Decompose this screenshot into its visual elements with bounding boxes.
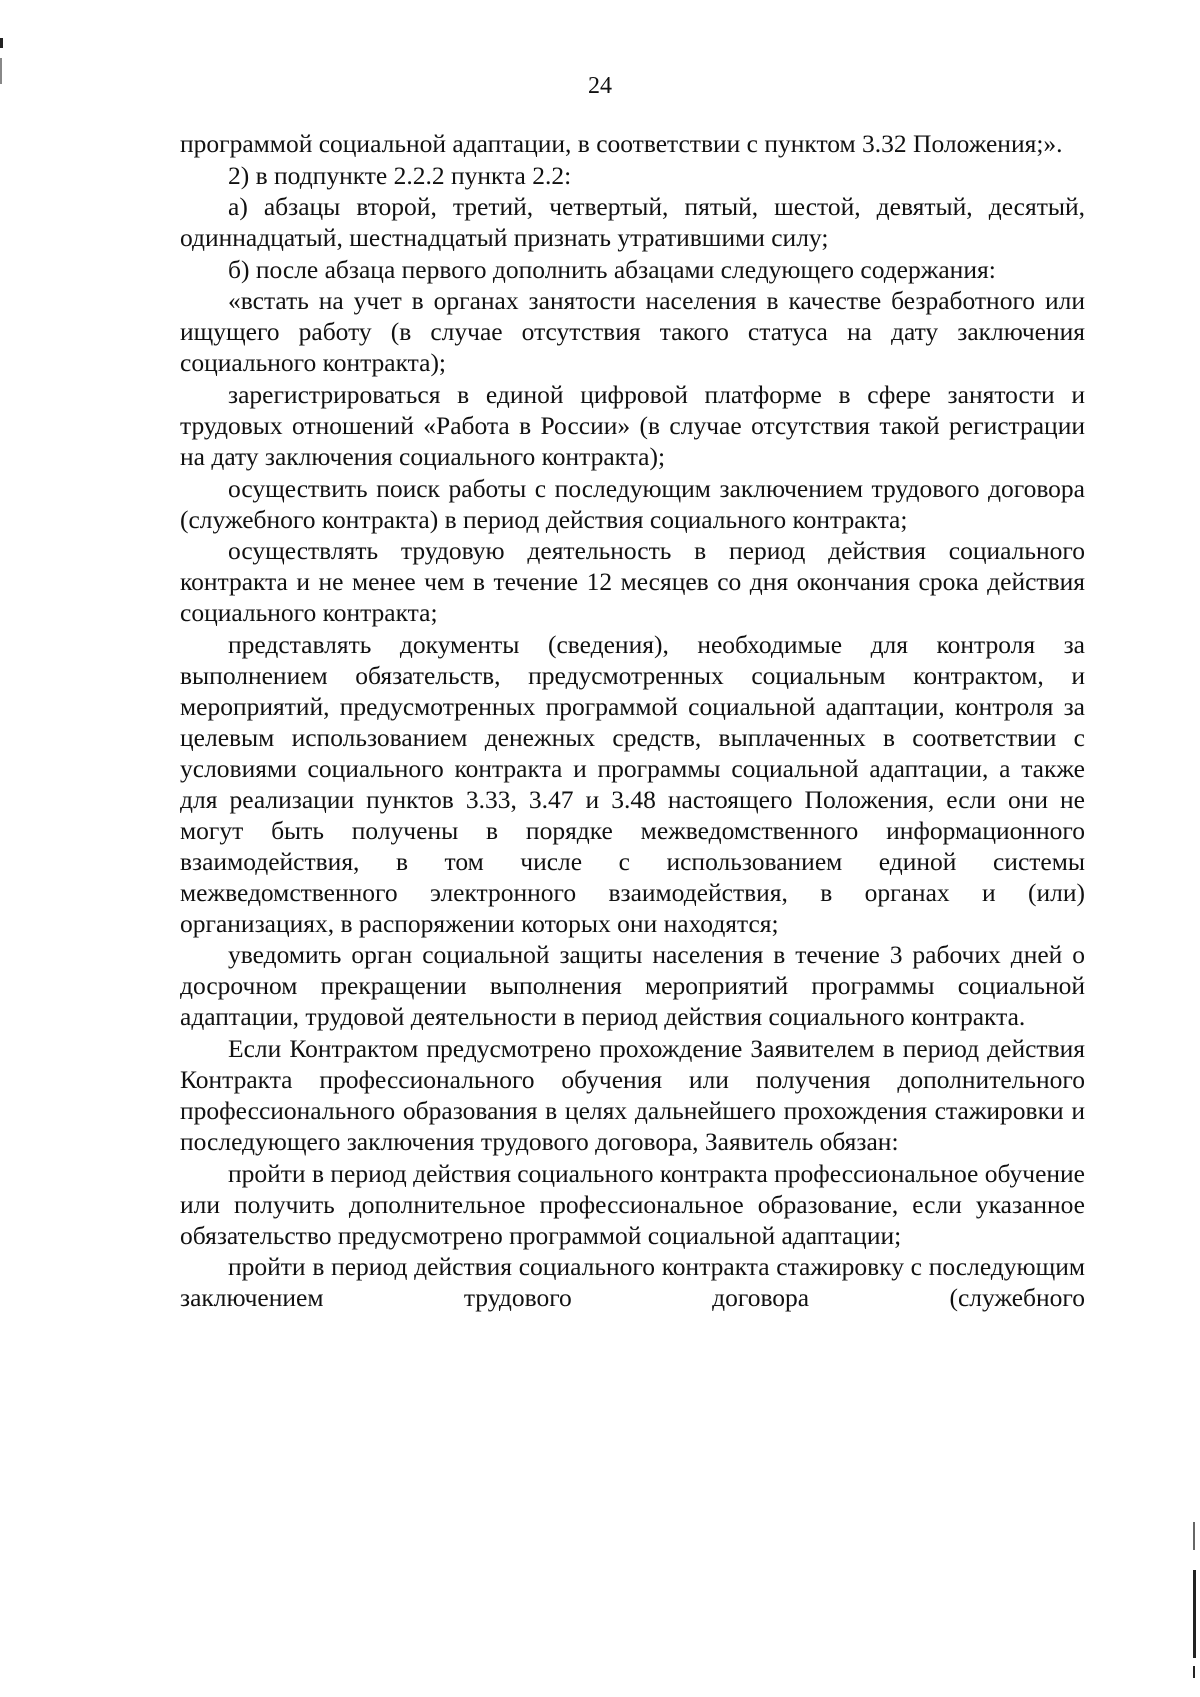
scan-artifact-mark xyxy=(1193,1570,1196,1658)
paragraph-submit-documents: представлять документы (сведения), необходимые для контроля за выполнением обязательств, предусмотренных социальным контрактом, и мероприятий, предусмотренных программой социальной адаптации, контроля за целевым использованием денежных средств, выплаченных в соответствии с условиями социального контракта и программы социальной адаптации, а также для реализации пунктов 3.33, 3.47 и 3.48 настоящего Положения, если они не могут быть получены в порядке межведомственного информационного взаимодействия, в том числе с использованием единой системы межведомственного электронного взаимодействия, в органах и (или) организациях, в распоряжении которых они находятся; xyxy=(180,629,1085,938)
paragraph-complete-training: пройти в период действия социального контракта профессиональное обучение или получить дополнительное профессиональное образование, если указанное обязательство предусмотрено программой социальной адаптации; xyxy=(180,1158,1085,1250)
scan-artifact-mark xyxy=(1193,1522,1195,1550)
paragraph-notify-authority: уведомить орган социальной защиты населения в течение 3 рабочих дней о досрочном прекращении выполнения мероприятий программы социальной адаптации, трудовой деятельности в период действия социального контракта. xyxy=(180,940,1085,1032)
paragraph-employment-activity: осуществлять трудовую деятельность в период действия социального контракта и не менее чем в течение 12 месяцев со дня окончания срока действия социального контракта; xyxy=(180,536,1085,628)
paragraph-register-platform: зарегистрироваться в единой цифровой платформе в сфере занятости и трудовых отношений «Работа в России» (в случае отсутствия такой регистрации на дату заключения социального контракта); xyxy=(180,379,1085,471)
paragraph-internship: пройти в период действия социального контракта стажировку с последующим заключением трудового договора (служебного xyxy=(180,1252,1085,1313)
paragraph-item-a: а) абзацы второй, третий, четвертый, пятый, шестой, девятый, десятый, одиннадцатый, шестнадцатый признать утратившими силу; xyxy=(180,192,1085,253)
paragraph-subitem-2: 2) в подпункте 2.2.2 пункта 2.2: xyxy=(228,160,572,190)
paragraph-item-b: б) после абзаца первого дополнить абзацами следующего содержания: xyxy=(228,254,996,284)
paragraph-job-search: осуществить поиск работы с последующим заключением трудового договора (служебного контракта) в период действия социального контракта; xyxy=(180,473,1085,534)
scan-artifact-mark xyxy=(1193,1666,1195,1678)
document-body xyxy=(180,128,1085,1314)
paragraph-register-employment: «встать на учет в органах занятости населения в качестве безработного или ищущего работу (в случае отсутствия такого статуса на дату заключения социального контракта); xyxy=(180,286,1085,378)
paragraph-training-condition: Если Контрактом предусмотрено прохождение Заявителем в период действия Контракта профессионального обучения или получения дополнительного профессионального образования в целях дальнейшего прохождения стажировки и последующего заключения трудового договора, Заявитель обязан: xyxy=(180,1033,1085,1156)
paragraph-continuation: программой социальной адаптации, в соответствии с пунктом 3.32 Положения;». xyxy=(180,129,1063,158)
page-number: 24 xyxy=(588,73,612,99)
scan-artifact-mark xyxy=(0,38,3,48)
